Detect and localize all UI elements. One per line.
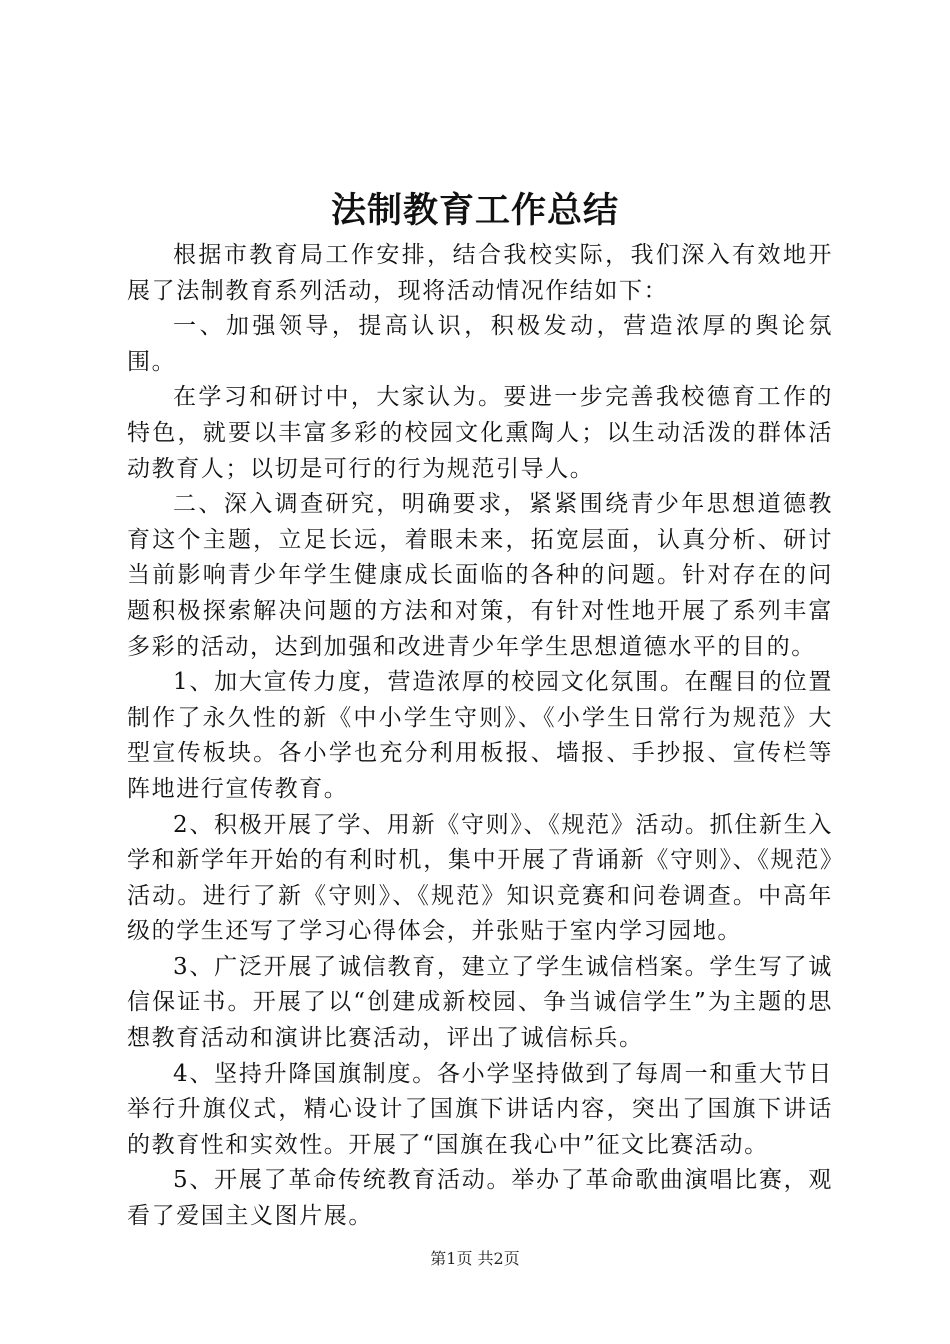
document-title: 法制教育工作总结: [330, 190, 619, 231]
paragraph-item-5: 5、开展了革命传统教育活动。举办了革命歌曲演唱比赛，观看了爱国主义图片展。: [127, 1167, 833, 1230]
paragraph-item-3: 3、广泛开展了诚信教育，建立了学生诚信档案。学生写了诚信保证书。开展了以“创建成新校园、争当诚信学生”为主题的思想教育活动和演讲比赛活动，评出了诚信标兵。: [127, 953, 833, 1052]
paragraph-intro: 根据市教育局工作安排，结合我校实际，我们深入有效地开展了法制教育系列活动，现将活动情况作结如下：: [127, 242, 833, 304]
paragraph-section-1-body: 在学习和研讨中，大家认为。要进一步完善我校德育工作的特色，就要以丰富多彩的校园文化熏陶人；以生动活泼的群体活动教育人；以切是可行的行为规范引导人。: [127, 384, 833, 482]
paragraph-item-1: 1、加大宣传力度，营造浓厚的校园文化氛围。在醒目的位置制作了永久性的新《中小学生守则》、《小学生日常行为规范》大型宣传板块。各小学也充分利用板报、墙报、手抄报、宣传栏等阵地进行宣传教育。: [127, 669, 833, 802]
document-body: [127, 238, 833, 1235]
page-footer: 第1页 共2页: [430, 1249, 520, 1268]
paragraph-section-1-heading: 一、加强领导，提高认识，积极发动，营造浓厚的舆论氛围。: [127, 313, 833, 375]
paragraph-section-2: 二、深入调查研究，明确要求，紧紧围绕青少年思想道德教育这个主题，立足长远，着眼未来，拓宽层面，认真分析、研讨当前影响青少年学生健康成长面临的各种的问题。针对存在的问题积极探索解决问题的方法和对策，有针对性地开展了系列丰富多彩的活动，达到加强和改进青少年学生思想道德水平的目的。: [127, 491, 833, 660]
paragraph-item-4: 4、坚持升降国旗制度。各小学坚持做到了每周一和重大节日举行升旗仪式，精心设计了国旗下讲话内容，突出了国旗下讲话的教育性和实效性。开展了“国旗在我心中”征文比赛活动。: [127, 1060, 833, 1158]
paragraph-item-2: 2、积极开展了学、用新《守则》、《规范》活动。抓住新生入学和新学年开始的有利时机，集中开展了背诵新《守则》、《规范》活动。进行了新《守则》、《规范》知识竞赛和问卷调查。中高年级的学生还写了学习心得体会，并张贴于室内学习园地。: [127, 811, 833, 945]
